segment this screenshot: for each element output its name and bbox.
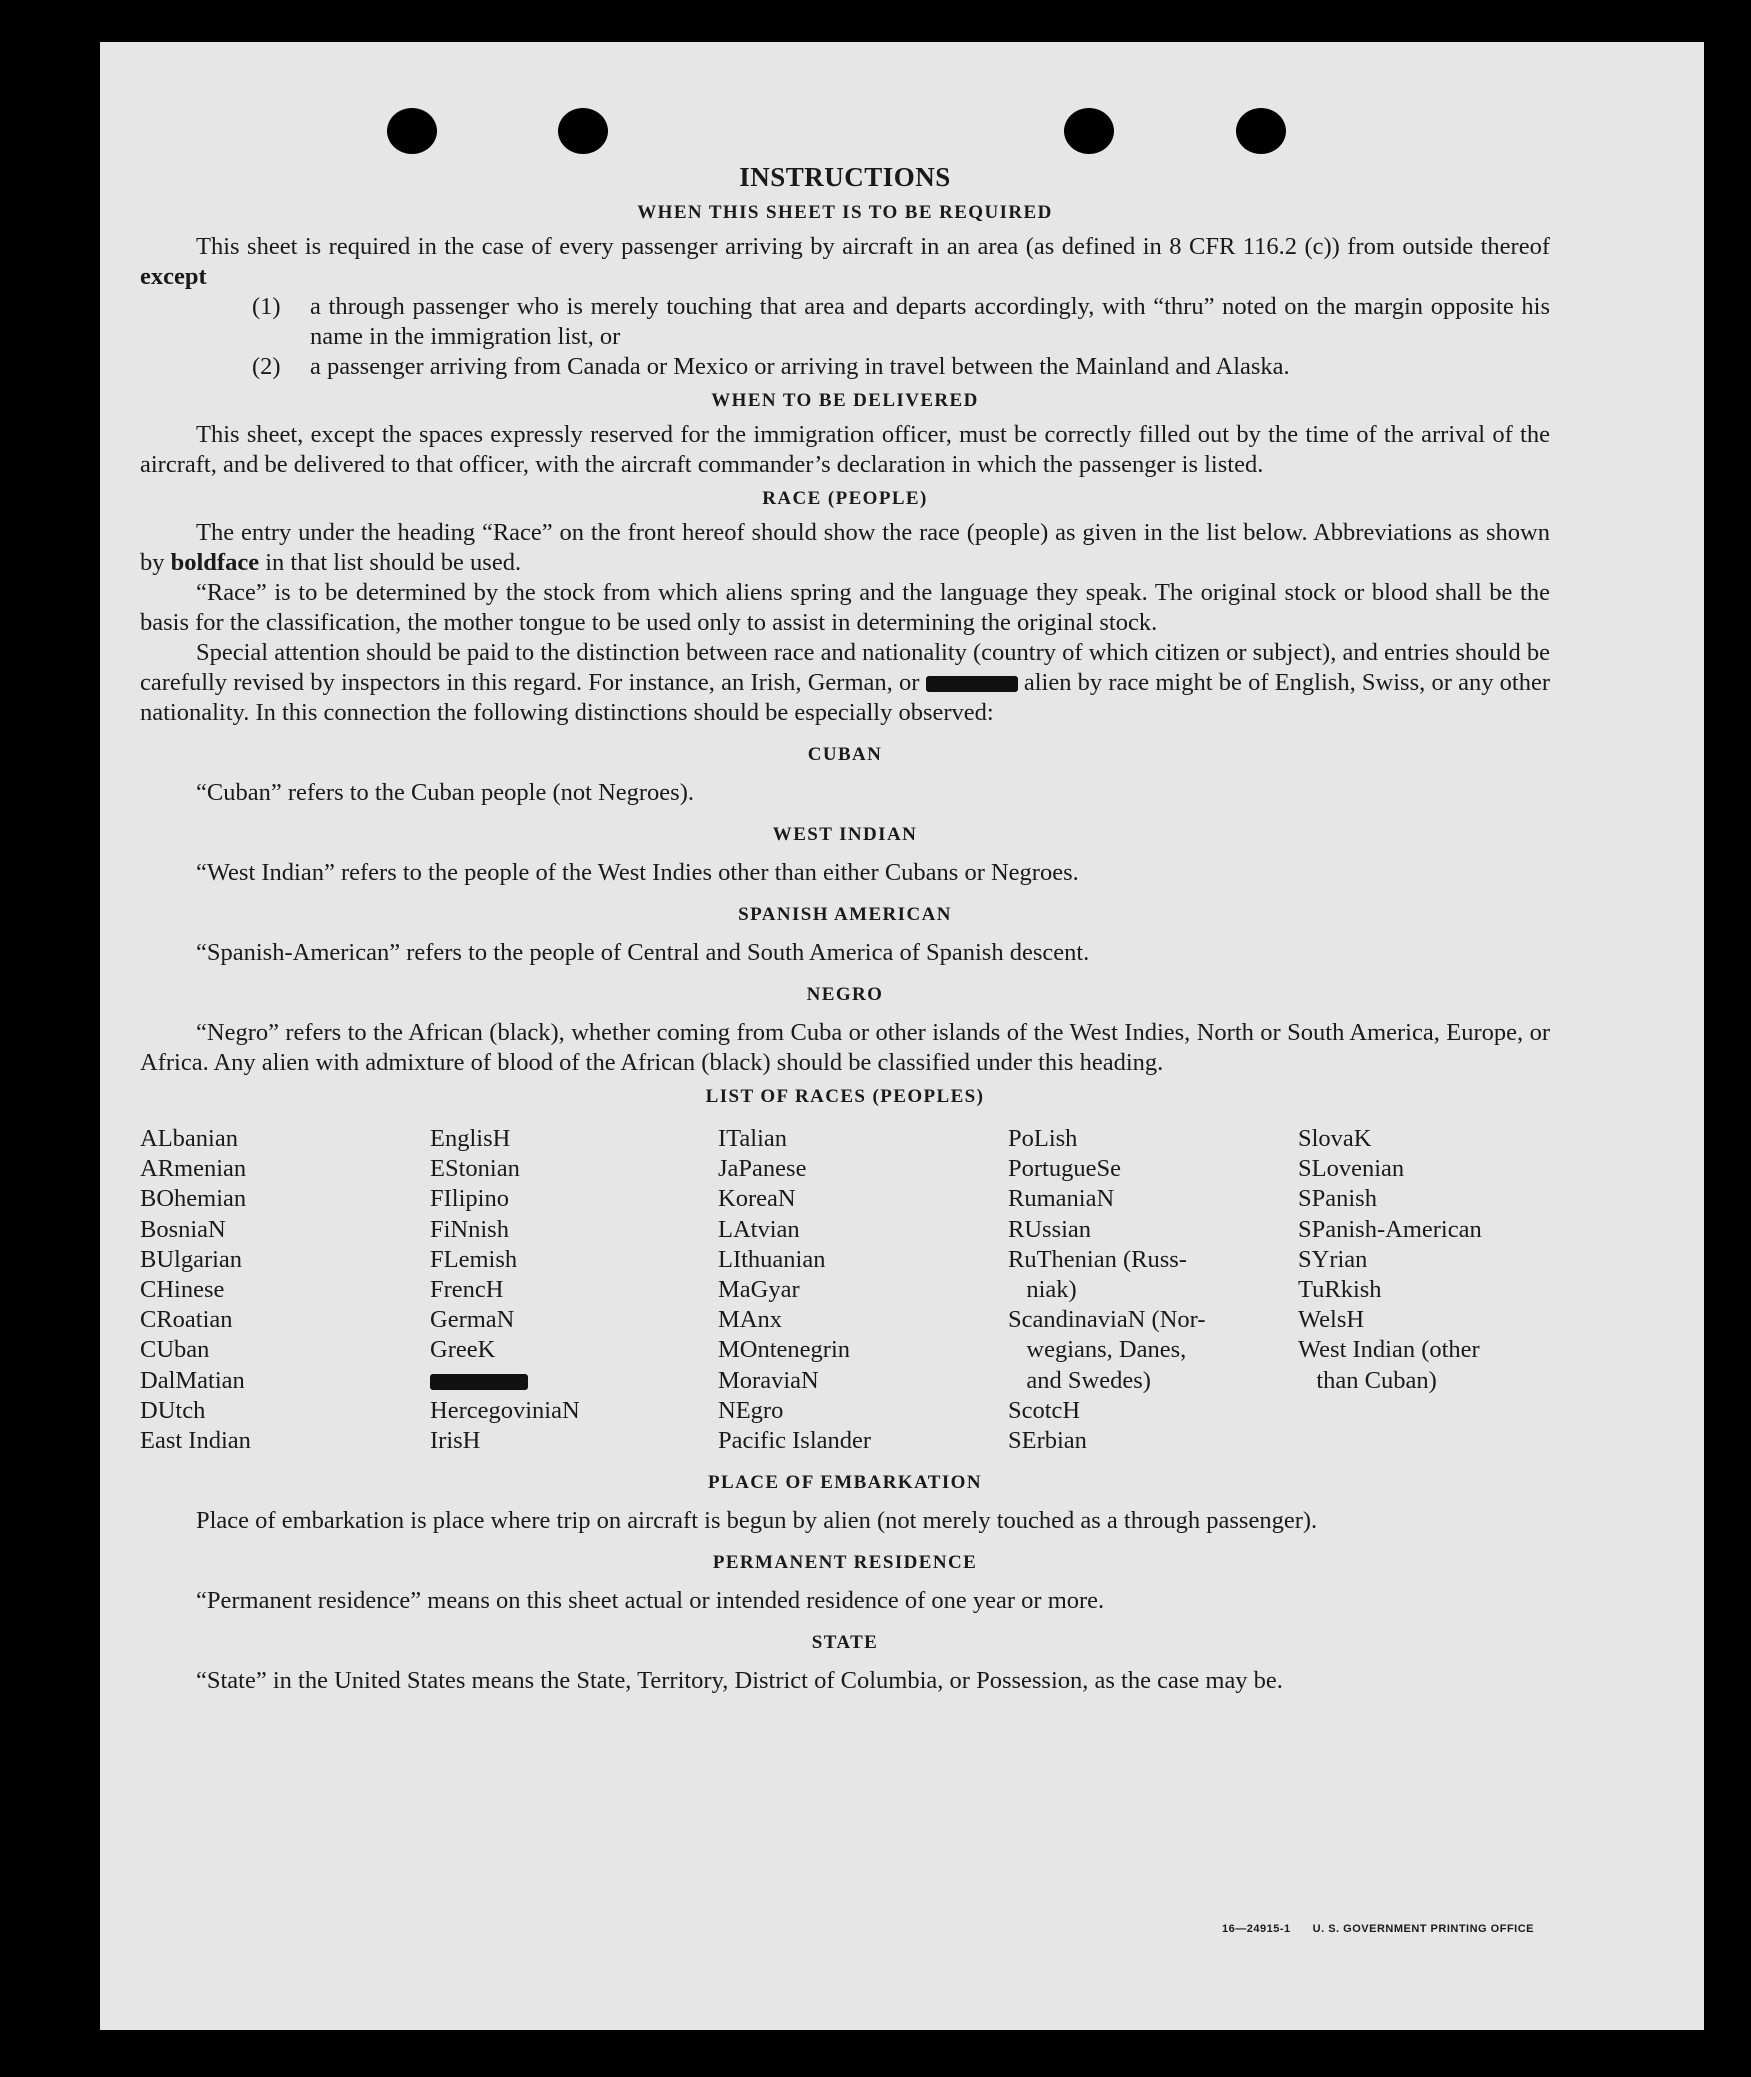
redaction-mark xyxy=(926,676,1018,692)
races-column xyxy=(1298,1124,1550,1456)
race-item: RUssian xyxy=(1008,1215,1092,1243)
race-item: NEgro xyxy=(718,1396,784,1424)
heading-spanish-american: SPANISH AMERICAN xyxy=(738,904,952,925)
race-item: SYrian xyxy=(1298,1245,1368,1273)
race-item: FiNnish xyxy=(430,1215,509,1243)
heading-state: STATE xyxy=(811,1632,879,1654)
heading-when-required: WHEN THIS SHEET IS TO BE REQUIRED xyxy=(637,202,1053,223)
race-item: EnglisH xyxy=(430,1125,511,1152)
heading-embarkation: PLACE OF EMBARKATION xyxy=(708,1472,982,1494)
race-item: BUlgarian xyxy=(140,1245,243,1273)
race-paragraph-2: “Race” is to be determined by the stock from which aliens spring and the language they speak. The original stock or blood shall be the basis for the classification, the mother tongue to be used only to assist in determining the original stock. xyxy=(140,579,1550,636)
race-item: DalMatian xyxy=(140,1366,245,1394)
race-paragraph-1: The entry under the heading “Race” on the front hereof should show the race (people) as given in the list below. Abbreviations as shown by boldface in that list should be used. xyxy=(140,519,1550,576)
race-item: CUban xyxy=(140,1336,210,1364)
heading-permanent-residence: PERMANENT RESIDENCE xyxy=(712,1552,978,1574)
heading-list-of-races: LIST OF RACES (PEOPLES) xyxy=(705,1086,985,1107)
race-item: MOntenegrin xyxy=(718,1336,850,1364)
race-item: and Swedes) xyxy=(1008,1366,1151,1394)
race-item: FrencH xyxy=(430,1276,504,1304)
printer-name: U. S. GOVERNMENT PRINTING OFFICE xyxy=(1312,1923,1534,1935)
race-item: LIthuanian xyxy=(718,1245,826,1273)
printer-imprint xyxy=(1222,1923,1534,1935)
cuban-text: “Cuban” refers to the Cuban people (not Negroes). xyxy=(196,779,694,806)
race-item: CHinese xyxy=(140,1276,225,1304)
race-item: IrisH xyxy=(430,1427,481,1455)
race-item: niak) xyxy=(1008,1276,1077,1304)
delivered-text: This sheet, except the spaces expressly reserved for the immigration officer, must be correctly filled out by the time of the arrival of the aircraft, and be delivered to that officer, with the aircraft commander’s declaration in which the passenger is listed. xyxy=(140,421,1550,478)
race-item: SPanish-American xyxy=(1298,1215,1482,1243)
race-item: East Indian xyxy=(140,1427,251,1455)
form-number: 16—24915-1 xyxy=(1222,1923,1291,1935)
punch-hole xyxy=(1236,108,1286,154)
race-item: BosniaN xyxy=(140,1215,226,1243)
race-item: RumaniaN xyxy=(1008,1185,1115,1213)
race-item: BOhemian xyxy=(140,1185,247,1213)
race-item: MAnx xyxy=(718,1306,782,1334)
race-item: DUtch xyxy=(140,1396,206,1424)
race-item: West Indian (other xyxy=(1298,1336,1480,1364)
race-item: PortugueSe xyxy=(1008,1155,1121,1183)
race-item: RuThenian (Russ- xyxy=(1008,1245,1187,1273)
spanish-american-text: “Spanish-American” refers to the people of Central and South America of Spanish descent. xyxy=(196,939,1090,966)
exception-item: (1) a through passenger who is merely touching that area and departs accordingly, with “thru” noted on the margin opposite his name in the immigration list, or xyxy=(252,293,1550,350)
race-item: SPanish xyxy=(1298,1185,1377,1213)
race-item: JaPanese xyxy=(718,1155,807,1183)
race-item: MaGyar xyxy=(718,1276,800,1304)
embarkation-text: Place of embarkation is place where trip on aircraft is begun by alien (not merely touched as a through passenger). xyxy=(196,1507,1318,1535)
race-item: SlovaK xyxy=(1298,1125,1372,1152)
instructions-body xyxy=(140,162,1550,1696)
races-column xyxy=(430,1124,718,1456)
punch-hole xyxy=(387,108,437,154)
race-item: wegians, Danes, xyxy=(1008,1336,1187,1364)
residence-text: “Permanent residence” means on this sheet actual or intended residence of one year or more. xyxy=(196,1587,1105,1615)
race-item: ScandinaviaN (Nor- xyxy=(1008,1306,1206,1334)
races-column xyxy=(140,1124,430,1456)
heading-when-delivered: WHEN TO BE DELIVERED xyxy=(711,390,979,411)
race-item: ARmenian xyxy=(140,1155,247,1183)
races-column xyxy=(718,1124,1008,1456)
race-item: WelsH xyxy=(1298,1306,1365,1334)
document-sheet xyxy=(100,42,1704,2030)
race-item: than Cuban) xyxy=(1298,1366,1437,1394)
page-title: INSTRUCTIONS xyxy=(739,162,951,192)
race-item: ITalian xyxy=(718,1125,788,1152)
race-item: ScotcH xyxy=(1008,1396,1081,1424)
race-item: EStonian xyxy=(430,1155,520,1183)
race-item: Pacific Islander xyxy=(718,1427,872,1455)
races-column xyxy=(1008,1124,1298,1456)
race-item: GreeK xyxy=(430,1336,496,1364)
race-item: PoLish xyxy=(1008,1125,1078,1152)
race-item: ALbanian xyxy=(140,1125,238,1152)
punch-hole xyxy=(558,108,608,154)
race-item: SLovenian xyxy=(1298,1155,1405,1183)
race-item: MoraviaN xyxy=(718,1366,819,1394)
race-item: KoreaN xyxy=(718,1185,796,1213)
state-text: “State” in the United States means the State, Territory, District of Columbia, or Possession, as the case may be. xyxy=(196,1667,1283,1695)
race-paragraph-3: Special attention should be paid to the distinction between race and nationality (country of which citizen or subject), and entries should be carefully revised by inspectors in this regard. For instance, an Irish, German, or alien by race might be of English, Swiss, or any other nationality. In this connection the following distinctions should be especially observed: xyxy=(140,639,1550,726)
heading-cuban: CUBAN xyxy=(807,744,883,765)
race-item: CRoatian xyxy=(140,1306,233,1334)
race-item: TuRkish xyxy=(1298,1276,1382,1304)
west-indian-text: “West Indian” refers to the people of the West Indies other than either Cubans or Negroes. xyxy=(196,859,1079,886)
heading-race: RACE (PEOPLE) xyxy=(762,488,928,509)
heading-west-indian: WEST INDIAN xyxy=(772,824,918,845)
races-list xyxy=(140,1124,1550,1456)
punch-hole xyxy=(1064,108,1114,154)
race-item: HercegoviniaN xyxy=(430,1396,580,1424)
required-intro: This sheet is required in the case of every passenger arriving by aircraft in an area (as defined in 8 CFR 116.2 (c)) from outside thereof except xyxy=(140,233,1550,290)
race-item: GermaN xyxy=(430,1306,515,1334)
negro-text: “Negro” refers to the African (black), whether coming from Cuba or other islands of the West Indies, North or South America, Europe, or Africa. Any alien with admixture of blood of the African (black) should be classified under this heading. xyxy=(140,1019,1550,1076)
race-item: FIlipino xyxy=(430,1185,509,1213)
race-item-redacted xyxy=(430,1366,718,1396)
exception-item: (2) a passenger arriving from Canada or Mexico or arriving in travel between the Mainland and Alaska. xyxy=(252,353,1290,380)
heading-negro: NEGRO xyxy=(806,984,884,1005)
redaction-mark xyxy=(430,1374,528,1390)
race-item: FLemish xyxy=(430,1245,518,1273)
race-item: LAtvian xyxy=(718,1215,800,1243)
race-item: SErbian xyxy=(1008,1427,1087,1455)
